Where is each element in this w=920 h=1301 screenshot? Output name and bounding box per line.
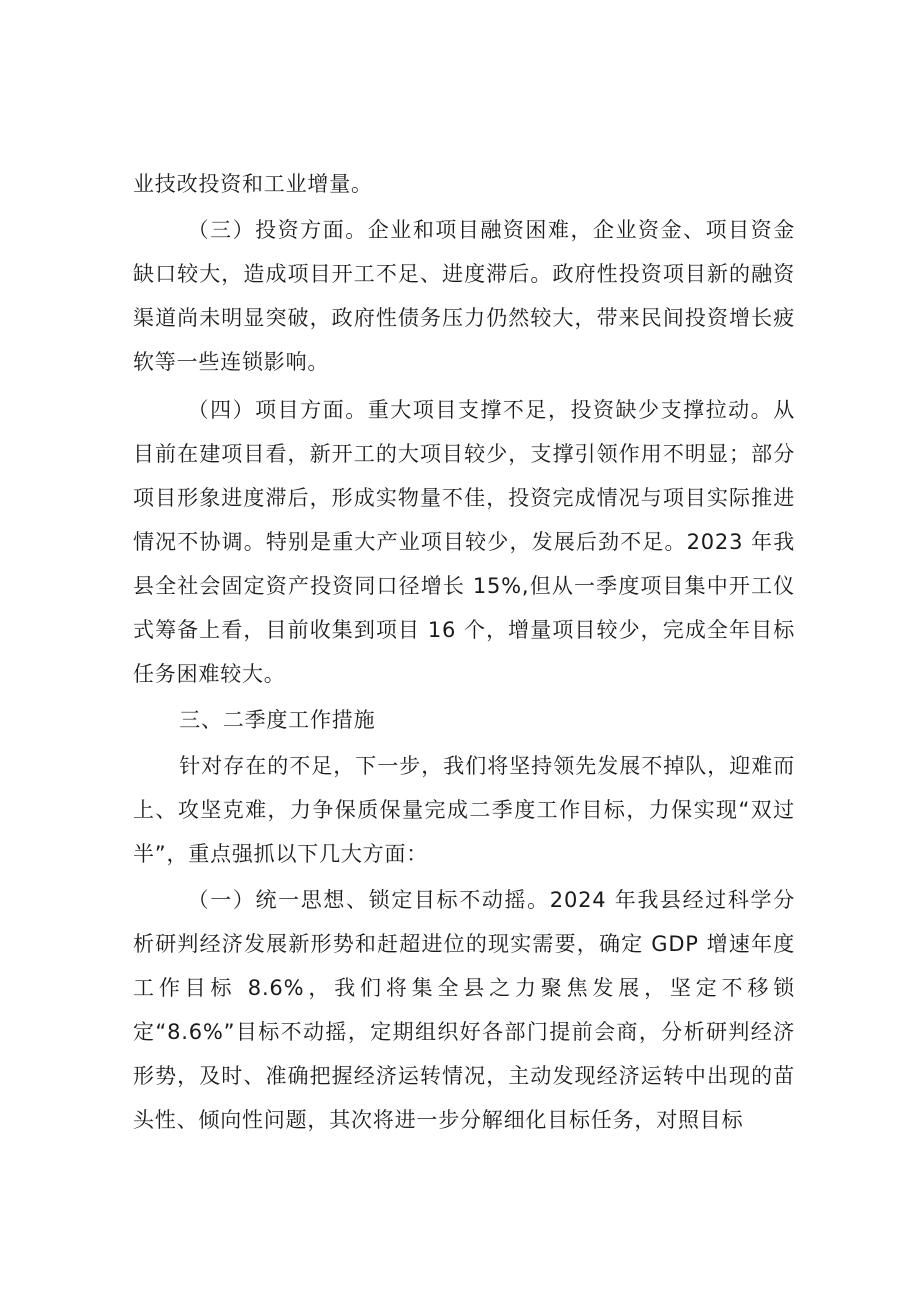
document-body: [133, 162, 795, 1142]
paragraph-projects: （四）项目方面。重大项目支撑不足，投资缺少支撑拉动。从目前在建项目看，新开工的大项目较少，支撑引领作用不明显；部分项目形象进度滞后，形成实物量不佳，投资完成情况与项目实际推进情况不协调。特别是重大产业项目较少，发展后劲不足。2023 年我县全社会固定资产投资同口径增长 15%,但从一季度项目集中开工仪式筹备上看，目前收集到项目 16 个，增量项目较少，完成全年目标任务困难较大。: [133, 398, 795, 686]
section-heading: 三、二季度工作措施: [179, 708, 376, 732]
paragraph-measure-one: （一）统一思想、锁定目标不动摇。2024 年我县经过科学分析研判经济发展新形势和赶超进位的现实需要，确定 GDP 增速年度工作目标 8.6%，我们将集全县之力聚焦发展，坚定不移锁定“8.6%”目标不动摇，定期组织好各部门提前会商，分析研判经济形势，及时、准确把握经济运转情况，主动发现经济运转中出现的苗头性、倾向性问题，其次将进一步分解细化目标任务，对照目标: [133, 888, 795, 1132]
paragraph-measures-intro: 针对存在的不足，下一步，我们将坚持领先发展不掉队，迎难而上、攻坚克难，力争保质保量完成二季度工作目标，力保实现“双过半”，重点强抓以下几大方面：: [133, 754, 795, 866]
paragraph-continuation: 业技改投资和工业增量。: [133, 172, 373, 196]
paragraph-investment: （三）投资方面。企业和项目融资困难，企业资金、项目资金缺口较大，造成项目开工不足、进度滞后。政府性投资项目新的融资渠道尚未明显突破，政府性债务压力仍然较大，带来民间投资增长疲软等一些连锁影响。: [133, 218, 795, 374]
